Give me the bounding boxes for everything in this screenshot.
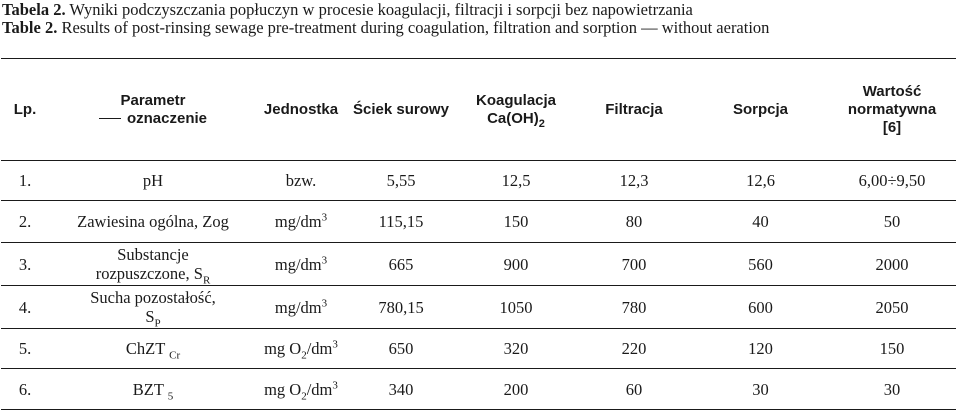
- cell-lp: 3.: [1, 243, 49, 286]
- caption-english-tail: without aeration: [661, 18, 770, 37]
- header-normative: [828, 59, 956, 161]
- cell-sorption: 600: [693, 286, 828, 329]
- table-row: [1, 243, 956, 286]
- unit-sup: 3: [321, 254, 328, 266]
- cell-raw: 780,15: [345, 286, 457, 329]
- param-line1: Substancje: [117, 245, 189, 264]
- header-coagulation-sub: 2: [538, 117, 545, 130]
- cell-raw: 5,55: [345, 161, 457, 201]
- table-row: [1, 369, 956, 410]
- cell-unit: [257, 243, 345, 286]
- header-normative-line3: [6]: [882, 118, 902, 136]
- param-base: BZT: [132, 379, 164, 399]
- header-coagulation-line1: Koagulacja: [475, 91, 557, 109]
- unit-a: mg O: [264, 379, 302, 399]
- cell-normative: 30: [828, 369, 956, 410]
- caption-english-label: Table 2.: [2, 18, 58, 37]
- cell-unit: [257, 369, 345, 410]
- table-row: [1, 329, 956, 369]
- cell-lp: 2.: [1, 201, 49, 243]
- unit-sup: 3: [321, 211, 328, 224]
- unit-sup: 3: [332, 338, 338, 351]
- header-sorption: Sorpcja: [693, 59, 828, 161]
- header-unit: Jednostka: [257, 59, 345, 161]
- param-sub: Cr: [169, 349, 181, 362]
- unit-base: mg/dm: [274, 212, 322, 231]
- cell-raw: 665: [345, 243, 457, 286]
- cell-filtration: 80: [575, 201, 693, 243]
- caption-polish-label: Tabela 2.: [2, 0, 66, 19]
- header-coagulation-line2: Ca(OH): [487, 109, 539, 127]
- cell-coagulation: 900: [457, 243, 575, 286]
- cell-unit: bzw.: [257, 161, 345, 201]
- caption-english-text: Results of post-rinsing sewage pre-treatment during coagulation, filtration and sorption: [61, 18, 637, 37]
- param-line2: S: [145, 307, 155, 326]
- cell-normative: 6,00÷9,50: [828, 161, 956, 201]
- cell-raw: 340: [345, 369, 457, 410]
- param-line2: rozpuszczone, S: [95, 264, 203, 283]
- cell-unit: [257, 329, 345, 369]
- cell-unit: [257, 201, 345, 243]
- cell-normative: 2050: [828, 286, 956, 329]
- unit-b: /dm: [306, 379, 333, 399]
- cell-parameter: pH: [49, 161, 257, 201]
- caption-english-dash: —: [641, 18, 658, 37]
- cell-coagulation: 150: [457, 201, 575, 243]
- header-raw-sewage: Ściek surowy: [345, 59, 457, 161]
- cell-coagulation: 200: [457, 369, 575, 410]
- unit-a: mg O: [264, 339, 302, 358]
- table-header-row: [1, 59, 956, 161]
- cell-coagulation: 12,5: [457, 161, 575, 201]
- cell-normative: 2000: [828, 243, 956, 286]
- param-sub: 5: [167, 389, 174, 402]
- param-sub: R: [202, 274, 211, 287]
- unit-sub: 2: [301, 389, 307, 402]
- cell-lp: 1.: [1, 161, 49, 201]
- cell-sorption: 40: [693, 201, 828, 243]
- header-coagulation: [457, 59, 575, 161]
- cell-normative: 150: [828, 329, 956, 369]
- cell-parameter: [49, 243, 257, 286]
- unit-base: mg/dm: [274, 254, 322, 274]
- table-row: [1, 286, 956, 329]
- caption-polish: [2, 1, 693, 19]
- unit-sup: 3: [321, 297, 328, 309]
- header-parameter-line2: oznaczenie: [126, 109, 208, 127]
- param-line1: Sucha pozostałość,: [90, 288, 216, 307]
- table-row: [1, 201, 956, 243]
- cell-raw: 115,15: [345, 201, 457, 243]
- unit-b: /dm: [306, 339, 333, 358]
- header-lp: Lp.: [1, 59, 49, 161]
- caption-english: [2, 19, 769, 37]
- cell-normative: 50: [828, 201, 956, 243]
- cell-raw: 650: [345, 329, 457, 369]
- header-normative-line2: normatywna: [847, 100, 937, 118]
- header-dash: [99, 118, 121, 119]
- cell-parameter: Zawiesina ogólna, Zog: [49, 201, 257, 243]
- cell-parameter: [49, 369, 257, 410]
- cell-sorption: 120: [693, 329, 828, 369]
- cell-filtration: 12,3: [575, 161, 693, 201]
- cell-unit: [257, 286, 345, 329]
- cell-filtration: 780: [575, 286, 693, 329]
- cell-parameter: [49, 329, 257, 369]
- cell-filtration: 60: [575, 369, 693, 410]
- cell-coagulation: 1050: [457, 286, 575, 329]
- header-normative-line1: Wartość: [862, 82, 922, 100]
- table-row: [1, 161, 956, 201]
- unit-sup: 3: [332, 379, 338, 391]
- cell-lp: 5.: [1, 329, 49, 369]
- unit-sub: 2: [301, 349, 307, 362]
- cell-sorption: 12,6: [693, 161, 828, 201]
- cell-lp: 4.: [1, 286, 49, 329]
- header-parameter: [49, 59, 257, 161]
- unit-base: mg/dm: [274, 297, 322, 317]
- cell-lp: 6.: [1, 369, 49, 410]
- cell-filtration: 700: [575, 243, 693, 286]
- header-filtration: Filtracja: [575, 59, 693, 161]
- header-parameter-line1: Parametr: [120, 91, 186, 109]
- cell-parameter: [49, 286, 257, 329]
- cell-sorption: 30: [693, 369, 828, 410]
- cell-coagulation: 320: [457, 329, 575, 369]
- caption-polish-text: Wyniki podczyszczania popłuczyn w procesie koagulacji, filtracji i sorpcji bez napowietrzania: [69, 0, 693, 19]
- cell-sorption: 560: [693, 243, 828, 286]
- cell-filtration: 220: [575, 329, 693, 369]
- param-base: ChZT: [125, 339, 165, 358]
- param-sub: P: [154, 317, 161, 330]
- results-table: [1, 58, 956, 410]
